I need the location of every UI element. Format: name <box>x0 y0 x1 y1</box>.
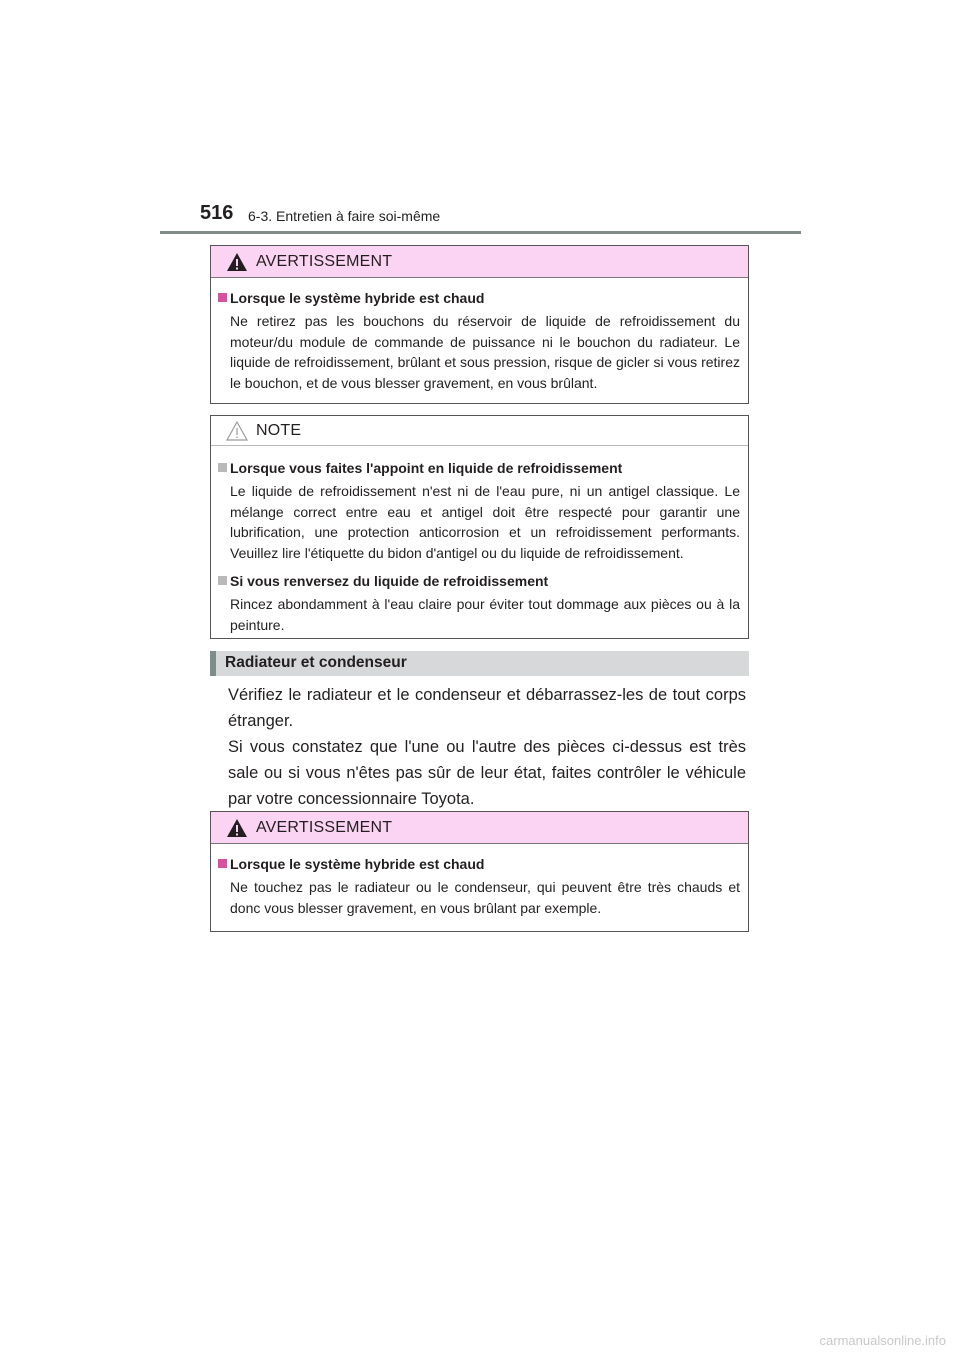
note-item-text: Le liquide de refroidissement n'est ni de l'eau pure, ni un antigel classique. Le mélange correct entre eau et antigel doit être respecté pour garantir une lubrification, une protection anticorrosion et un refroidissement performants. Veuillez lire l'étiquette du bidon d'antigel ou du liquide de refroidissement. <box>230 483 740 561</box>
bullet-square-icon <box>218 293 227 302</box>
page-header <box>0 0 960 240</box>
bullet-square-icon <box>218 576 227 585</box>
warning-item-text: Ne retirez pas les bouchons du réservoir de liquide de refroidissement du moteur/du module de commande de puissance ni le bouchon du radiateur. Le liquide de refroidissement, brûlant et sous pression, risque de gicler si vous retirez le bouchon, et de vous blesser gravement, en vous brûlant. <box>230 313 740 391</box>
page-number: 516 <box>200 202 234 224</box>
section-heading <box>210 651 749 676</box>
body-paragraph: Si vous constatez que l'une ou l'autre des pièces ci-dessus est très sale ou si vous n'êtes pas sûr de leur état, faites contrôler le véhicule par votre concessionnaire Toyota. <box>228 738 746 808</box>
note-body <box>211 446 748 649</box>
warning-header <box>211 812 748 844</box>
note-header <box>211 416 748 446</box>
note-item-title: Si vous renversez du liquide de refroidissement <box>218 571 740 591</box>
warning-body <box>211 278 748 407</box>
section-title: Radiateur et condenseur <box>225 654 407 671</box>
bullet-square-icon <box>218 859 227 868</box>
warning-item-title: Lorsque le système hybride est chaud <box>218 288 740 308</box>
warning-triangle-icon <box>226 818 248 838</box>
warning-header <box>211 246 748 278</box>
warning-item-title: Lorsque le système hybride est chaud <box>218 854 740 874</box>
note-title: NOTE <box>256 422 302 439</box>
warning-title: AVERTISSEMENT <box>256 253 393 270</box>
watermark-link[interactable]: carmanualsonline.info <box>819 1333 946 1348</box>
header-rule <box>160 231 801 234</box>
caution-triangle-icon <box>226 421 248 441</box>
warning-box-hybrid-hot <box>210 245 749 404</box>
warning-triangle-icon <box>226 252 248 272</box>
body-paragraph: Vérifiez le radiateur et le condenseur et débarrassez-les de tout corps étranger. <box>228 686 746 730</box>
warning-title: AVERTISSEMENT <box>256 819 393 836</box>
note-item-text: Rincez abondamment à l'eau claire pour éviter tout dommage aux pièces ou à la peinture. <box>230 596 740 633</box>
note-item-title: Lorsque vous faites l'appoint en liquide de refroidissement <box>218 458 740 478</box>
bullet-square-icon <box>218 463 227 472</box>
warning-body <box>211 844 748 932</box>
section-accent <box>210 651 216 676</box>
warning-box-radiator <box>210 811 749 932</box>
warning-item-text: Ne touchez pas le radiateur ou le condenseur, qui peuvent être très chauds et donc vous blesser gravement, en vous brûlant par exemple. <box>230 879 740 916</box>
section-path: 6-3. Entretien à faire soi-même <box>248 208 441 224</box>
note-box <box>210 415 749 639</box>
